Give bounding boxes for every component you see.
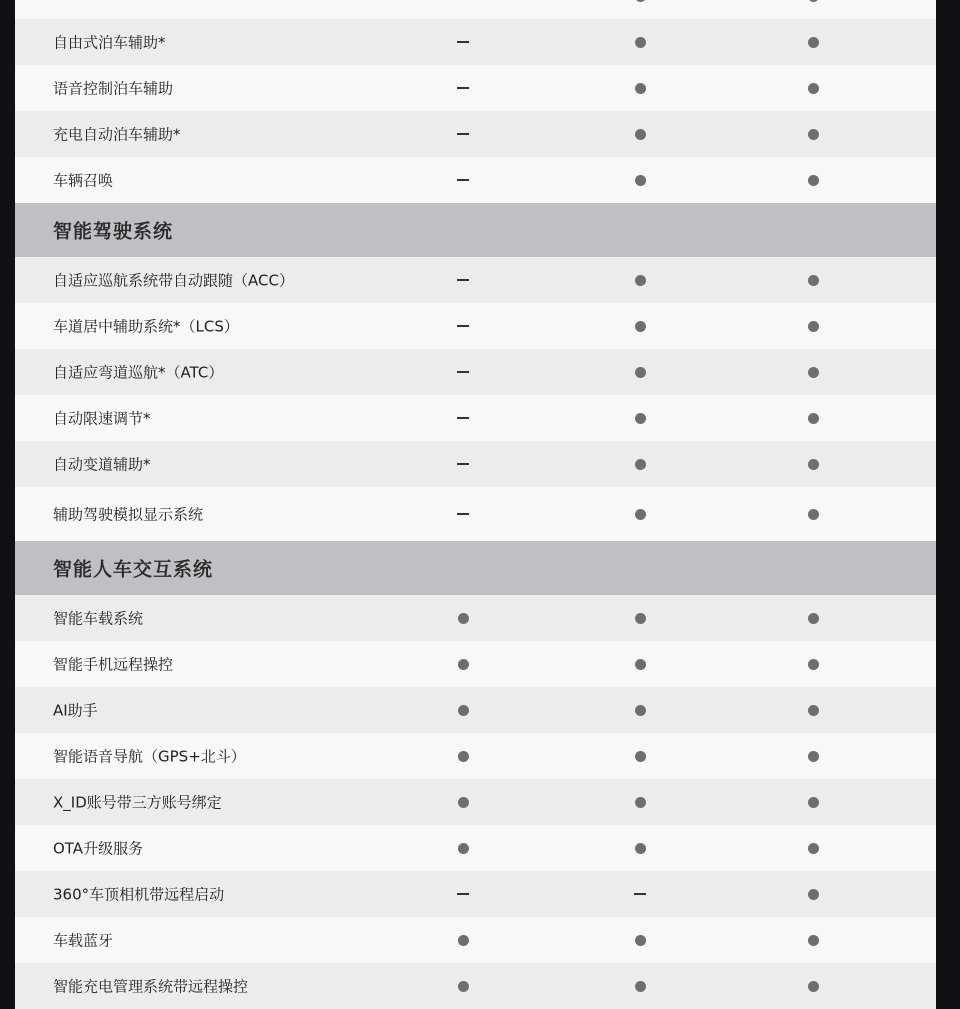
value-cell [630,792,650,812]
value-cell [803,0,823,7]
table-row [15,65,936,111]
standard-dot-icon [808,613,819,624]
table-row [15,595,936,641]
not-available-dash-icon [457,463,469,465]
standard-dot-icon [808,175,819,186]
standard-dot-icon [635,843,646,854]
table-row [15,687,936,733]
feature-label: 智能充电管理系统带远程操控 [53,977,249,996]
feature-label: 智能手机远程操控 [53,655,174,674]
standard-dot-icon [635,321,646,332]
section-title: 智能驾驶系统 [53,220,174,243]
standard-dot-icon [808,981,819,992]
value-cell [630,504,650,524]
value-cell [630,454,650,474]
value-cell [630,654,650,674]
standard-dot-icon [808,509,819,520]
standard-dot-icon [635,175,646,186]
standard-dot-icon [635,459,646,470]
value-cell [453,270,473,290]
value-cell [453,504,473,524]
standard-dot-icon [635,367,646,378]
table-row [15,871,936,917]
table-row [15,19,936,65]
value-cell [630,838,650,858]
standard-dot-icon [808,129,819,140]
table-row [15,0,936,19]
table-row [15,825,936,871]
value-cell [453,976,473,996]
value-cell [630,408,650,428]
value-cell [803,792,823,812]
value-cell [630,316,650,336]
standard-dot-icon [635,797,646,808]
table-row [15,917,936,963]
value-cell [803,32,823,52]
feature-label: 自适应巡航系统带自动跟随（ACC） [53,271,294,290]
standard-dot-icon [808,275,819,286]
table-row [15,303,936,349]
not-available-dash-icon [457,133,469,135]
feature-label: 智能车载系统 [53,609,144,628]
section-header [15,203,936,257]
table-row [15,733,936,779]
feature-label: 自适应弯道巡航*（ATC） [53,363,224,382]
not-available-dash-icon [457,325,469,327]
value-cell [630,884,650,904]
table-row [15,349,936,395]
table-row [15,395,936,441]
value-cell [630,930,650,950]
standard-dot-icon [635,509,646,520]
table-row [15,257,936,303]
value-cell [453,408,473,428]
table-row [15,779,936,825]
value-cell [803,408,823,428]
table-row [15,111,936,157]
standard-dot-icon [808,0,819,2]
value-cell [803,316,823,336]
standard-dot-icon [635,613,646,624]
value-cell [453,792,473,812]
standard-dot-icon [458,797,469,808]
value-cell [630,170,650,190]
standard-dot-icon [458,613,469,624]
table-row [15,157,936,203]
value-cell [803,124,823,144]
standard-dot-icon [458,843,469,854]
table-row [15,641,936,687]
standard-dot-icon [808,751,819,762]
feature-label: X_ID账号带三方账号绑定 [53,793,222,812]
standard-dot-icon [635,0,646,2]
standard-dot-icon [808,797,819,808]
standard-dot-icon [458,935,469,946]
not-available-dash-icon [634,893,646,895]
feature-label: 车载蓝牙 [53,931,114,950]
feature-label: 自由式泊车辅助* [53,33,166,52]
value-cell [803,170,823,190]
value-cell [453,170,473,190]
section-header [15,541,936,595]
value-cell [630,0,650,7]
not-available-dash-icon [457,371,469,373]
table-row [15,441,936,487]
not-available-dash-icon [457,179,469,181]
standard-dot-icon [458,751,469,762]
value-cell [630,608,650,628]
value-cell [453,32,473,52]
feature-label: OTA升级服务 [53,839,144,858]
value-cell [453,654,473,674]
standard-dot-icon [808,843,819,854]
value-cell [803,838,823,858]
feature-label: 车辆召唤 [53,171,114,190]
value-cell [453,930,473,950]
feature-label: 自动限速调节* [53,409,151,428]
value-cell [453,746,473,766]
standard-dot-icon [458,705,469,716]
value-cell [803,504,823,524]
value-cell [803,746,823,766]
standard-dot-icon [808,935,819,946]
value-cell [803,78,823,98]
standard-dot-icon [635,705,646,716]
standard-dot-icon [635,37,646,48]
value-cell [803,884,823,904]
value-cell [803,454,823,474]
not-available-dash-icon [457,279,469,281]
feature-label: AI助手 [53,701,98,720]
table-row [15,963,936,1009]
value-cell [453,362,473,382]
value-cell [453,608,473,628]
value-cell [630,270,650,290]
not-available-dash-icon [457,893,469,895]
value-cell [803,270,823,290]
standard-dot-icon [635,129,646,140]
standard-dot-icon [635,751,646,762]
standard-dot-icon [458,659,469,670]
value-cell [453,700,473,720]
value-cell [803,654,823,674]
standard-dot-icon [458,981,469,992]
value-cell [630,124,650,144]
value-cell [453,454,473,474]
standard-dot-icon [808,459,819,470]
standard-dot-icon [808,37,819,48]
not-available-dash-icon [457,417,469,419]
standard-dot-icon [635,83,646,94]
standard-dot-icon [635,981,646,992]
not-available-dash-icon [457,513,469,515]
standard-dot-icon [808,889,819,900]
value-cell [803,930,823,950]
value-cell [803,362,823,382]
standard-dot-icon [808,659,819,670]
value-cell [803,608,823,628]
feature-label: 语音控制泊车辅助 [53,79,174,98]
standard-dot-icon [808,321,819,332]
value-cell [630,746,650,766]
not-available-dash-icon [457,87,469,89]
value-cell [630,700,650,720]
feature-label: 360°车顶相机带远程启动 [53,885,225,904]
standard-dot-icon [635,659,646,670]
standard-dot-icon [808,367,819,378]
standard-dot-icon [635,935,646,946]
standard-dot-icon [808,413,819,424]
value-cell [453,884,473,904]
section-title: 智能人车交互系统 [53,558,214,581]
feature-label: 智能语音导航（GPS+北斗） [53,747,246,766]
value-cell [630,32,650,52]
value-cell [630,362,650,382]
value-cell [453,78,473,98]
standard-dot-icon [808,705,819,716]
value-cell [803,976,823,996]
standard-dot-icon [635,275,646,286]
feature-label: 辅助驾驶模拟显示系统 [53,505,204,524]
standard-dot-icon [808,83,819,94]
value-cell [453,124,473,144]
table-row [15,487,936,541]
value-cell [630,78,650,98]
value-cell [453,838,473,858]
feature-label: 自动变道辅助* [53,455,151,474]
value-cell [803,700,823,720]
standard-dot-icon [635,413,646,424]
value-cell [453,316,473,336]
feature-label: 充电自动泊车辅助* [53,125,181,144]
feature-label: 车道居中辅助系统*（LCS） [53,317,239,336]
not-available-dash-icon [457,41,469,43]
value-cell [630,976,650,996]
